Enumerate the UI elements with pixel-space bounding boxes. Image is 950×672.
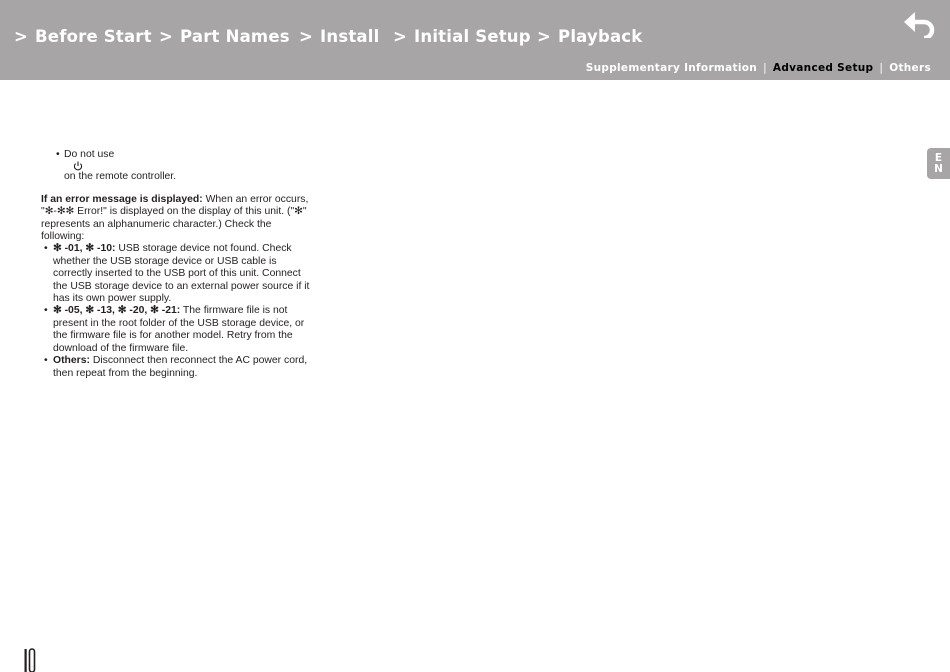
language-tab-letter: E [934,152,943,164]
subnav-supplementary-information[interactable]: Supplementary Information [585,62,758,74]
nav-install[interactable]: > Install [299,27,380,46]
subnav-separator: | [763,62,767,74]
nav-initial-setup[interactable]: > Initial Setup [393,27,531,46]
nav-before-start[interactable]: > Before Start [14,27,152,46]
nav-playback[interactable]: > Playback [537,27,643,46]
language-tab-letter: N [934,163,943,175]
return-arrow-icon[interactable] [904,8,938,38]
error-list [41,243,316,379]
remote-note: • Do not use on the remote controller. [41,149,316,184]
header-bar [0,0,950,80]
page-number [23,648,37,672]
list-item: • ✻ -05, ✻ -13, ✻ -20, ✻ -21: The firmware file is not present in the root folder of the USB storage device, or the firmware file is for another model. Retry from the download of the firmware file. [41,305,316,355]
subnav-separator: | [879,62,884,74]
language-tab[interactable] [927,148,950,179]
error-intro [41,194,316,244]
nav-part-names[interactable]: > Part Names [159,27,290,46]
list-item: • ✻ -01, ✻ -10: USB storage device not found. Check whether the USB storage device or USB cable is correctly inserted to the USB port of this unit. Connect the USB storage device to an external power source if it has its own power supply. [41,243,316,305]
error-heading: If an error message is displayed: [41,193,203,205]
error-text: When an error occurs, "✻-✻✻ Error!" is displayed on the display of this unit. ("✻" represents an alphanumeric character.) Check the following: [41,193,309,243]
main-content [41,149,316,380]
list-item: • Others: Disconnect then reconnect the AC power cord, then repeat from the beginning. [41,355,316,380]
sub-nav [586,62,931,74]
subnav-others[interactable]: Others [889,62,931,74]
power-icon [64,161,74,171]
subnav-advanced-setup[interactable]: Advanced Setup [772,62,874,74]
